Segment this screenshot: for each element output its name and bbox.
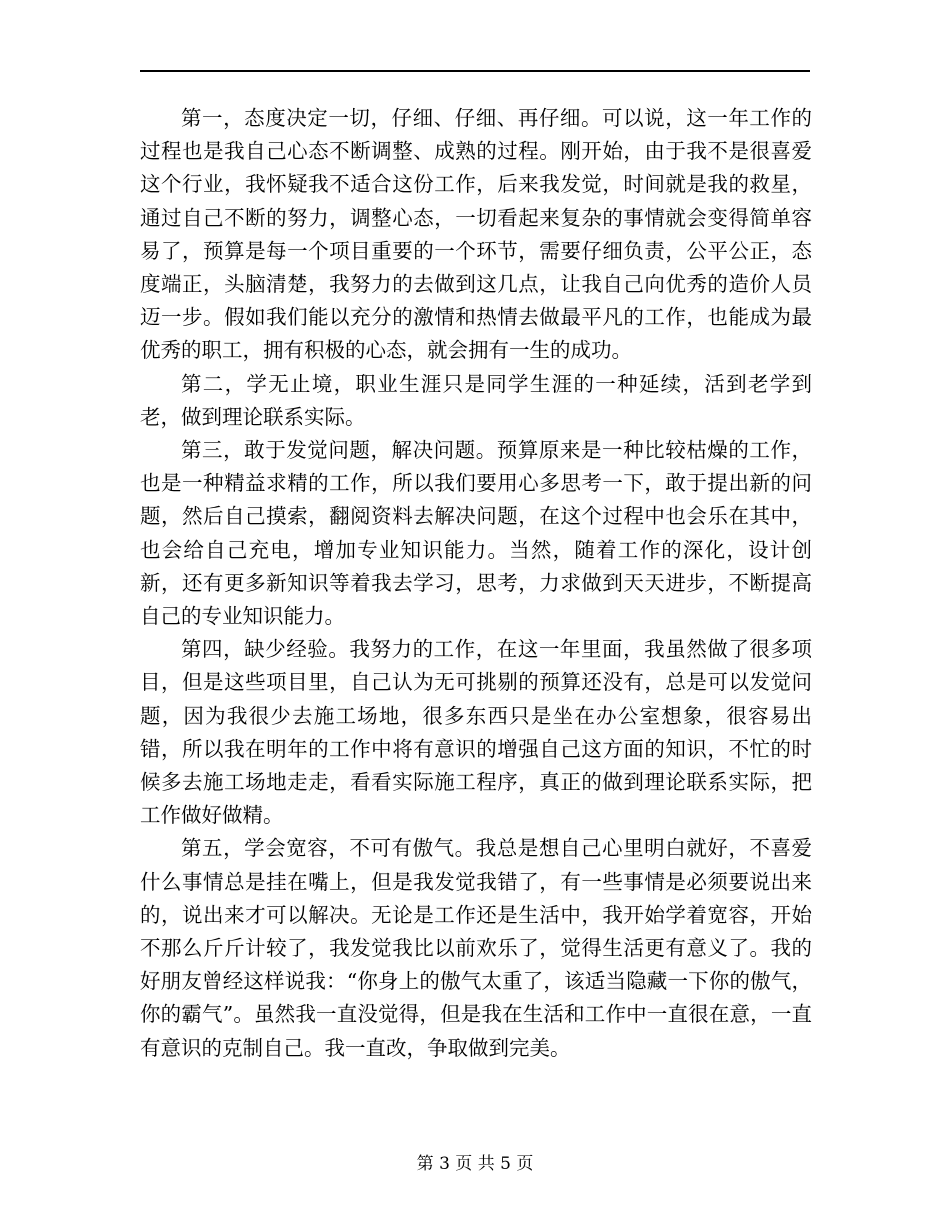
paragraph-5: 第五，学会宽容，不可有傲气。我总是想自己心里明白就好，不喜爱什么事情总是挂在嘴上，但是我发觉我错了，有一些事情是必须要说出来的，说出来才可以解决。无论是工作还是生活中，我开始学着宽容，开始不那么斤斤计较了，我发觉我比以前欢乐了，觉得生活更有意义了。我的好朋友曾经这样说我：“你身上的傲气太重了，该适当隐藏一下你的傲气，你的霸气”。虽然我一直没觉得，但是我在生活和工作中一直很在意，一直有意识的克制自己。我一直改，争取做到完美。	[140, 836, 812, 1060]
page-number-footer: 第 3 页 共 5 页	[416, 1154, 534, 1174]
header-rule	[140, 70, 810, 72]
paragraph-1: 第一，态度决定一切，仔细、仔细、再仔细。可以说，这一年工作的过程也是我自己心态不断调整、成熟的过程。刚开始，由于我不是很喜爱这个行业，我怀疑我不适合这份工作，后来我发觉，时间就是我的救星，通过自己不断的努力，调整心态，一切看起来复杂的事情就会变得简单容易了，预算是每一个项目重要的一个环节，需要仔细负责，公平公正，态度端正，头脑清楚，我努力的去做到这几点，让我自己向优秀的造价人员迈一步。假如我们能以充分的激情和热情去做最平凡的工作，也能成为最优秀的职工，拥有积极的心态，就会拥有一生的成功。	[140, 106, 812, 363]
document-body	[140, 102, 812, 1065]
paragraph-3: 第三，敢于发觉问题，解决问题。预算原来是一种比较枯燥的工作，也是一种精益求精的工作，所以我们要用心多思考一下，敢于提出新的问题，然后自己摸索，翻阅资料去解决问题，在这个过程中也会乐在其中，也会给自己充电，增加专业知识能力。当然，随着工作的深化，设计创新，还有更多新知识等着我去学习，思考，力求做到天天进步，不断提高自己的专业知识能力。	[140, 438, 812, 629]
paragraph-4: 第四，缺少经验。我努力的工作，在这一年里面，我虽然做了很多项目，但是这些项目里，自己认为无可挑剔的预算还没有，总是可以发觉问题，因为我很少去施工场地，很多东西只是坐在办公室想象，很容易出错，所以我在明年的工作中将有意识的增强自己这方面的知识，不忙的时候多去施工场地走走，看看实际施工程序，真正的做到理论联系实际，把工作做好做精。	[140, 637, 812, 828]
paragraph-2: 第二，学无止境，职业生涯只是同学生涯的一种延续，活到老学到老，做到理论联系实际。	[140, 371, 812, 429]
